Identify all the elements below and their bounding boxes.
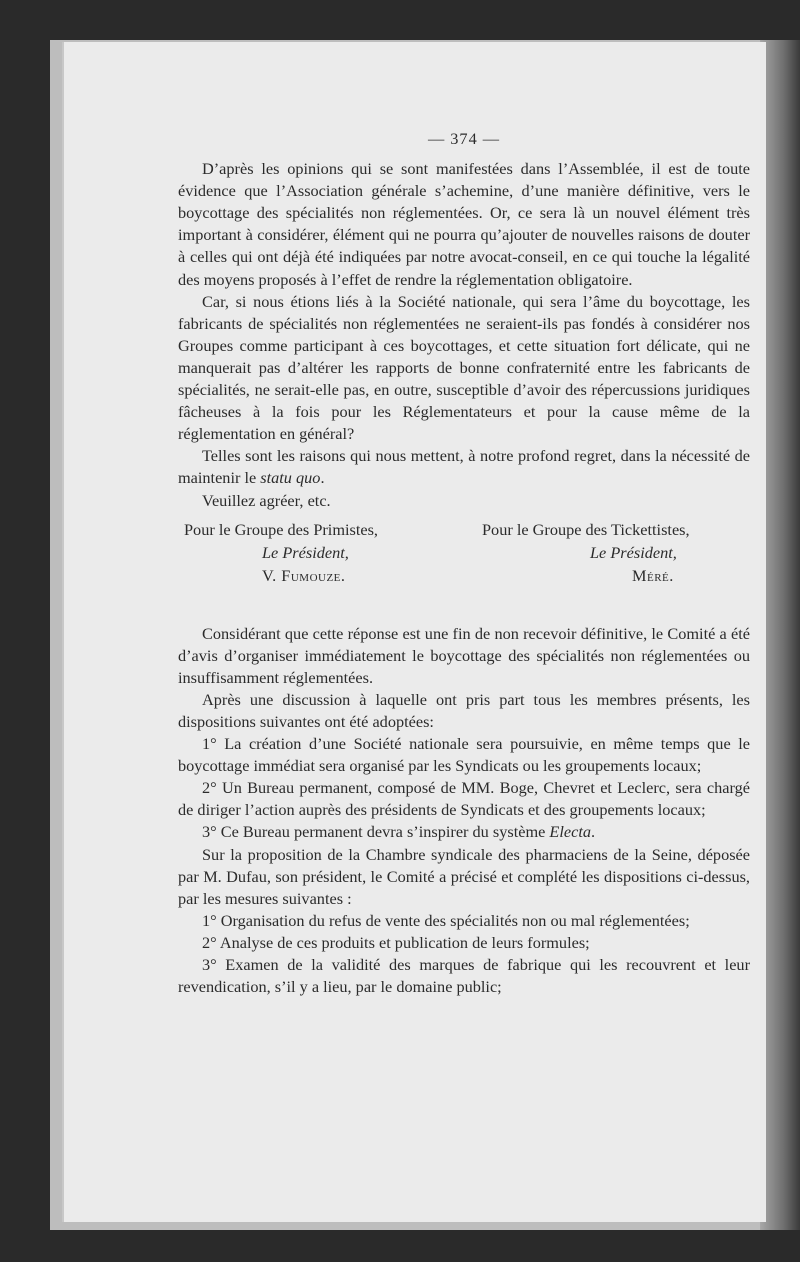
signature-role	[482, 541, 750, 564]
text: .	[320, 468, 325, 488]
text: .	[591, 822, 596, 842]
paragraph: Après une discussion à laquelle ont pris part tous les membres présents, les dispositions suivantes ont été adoptées:	[178, 689, 750, 731]
signature-name: V. Fumouze.	[262, 565, 346, 585]
spacer	[178, 587, 750, 623]
signature-role	[184, 541, 452, 564]
text: Telles sont les raisons qui nous mettent, à notre profond regret, dans la nécessité de maintenir le	[178, 446, 750, 488]
signature-right	[452, 518, 750, 587]
italic-text: Electa	[549, 822, 592, 842]
list-item: 2° Analyse de ces produits et publication de leurs formules;	[202, 932, 590, 952]
list-item: 2° Un Bureau permanent, composé de MM. Boge, Chevret et Leclerc, sera chargé de diriger l’action auprès des présidents de Syndicats et des groupements locaux;	[178, 778, 750, 820]
paragraph: Considérant que cette réponse est une fin de non recevoir définitive, le Comité a été d’avis d’organiser immédiatement le boycottage des spécialités non réglementées ou insuffisamment réglementées.	[178, 623, 750, 687]
list-item: 1° La création d’une Société nationale sera poursuivie, en même temps que le boycottage immédiat sera organisé par les Syndicats ou les groupements locaux;	[178, 734, 750, 776]
paragraph: Car, si nous étions liés à la Société nationale, qui sera l’âme du boycottage, les fabricants de spécialités non réglementées ne seraient-ils pas fondés à considérer nos Groupes comme participant à ces boycottages, et cette situation fort délicate, qui ne manquerait pas d’altérer les rapports de bonne confraternité entre les fabricants de spécialités, ne serait-elle pas, en outre, susceptible d’avoir des répercussions juridiques fâcheuses à la fois pour les Réglementateurs et pour la cause même de la réglementation en général?	[178, 291, 750, 444]
closing-line: Veuillez agréer, etc.	[202, 490, 331, 510]
book-spine-shadow	[760, 40, 800, 1230]
list-item: 3° Examen de la validité des marques de fabrique qui les recouvrent et leur revendication, s’il y a lieu, par le domaine public;	[178, 955, 750, 997]
signature-block	[178, 518, 750, 587]
signature-role-text: Le Président,	[590, 542, 677, 562]
paragraph-statu-quo	[178, 445, 750, 489]
signature-name: Méré.	[632, 565, 674, 585]
signature-group: Pour le Groupe des Primistes,	[184, 519, 378, 539]
signature-role-text: Le Président,	[262, 542, 349, 562]
text: 3° Ce Bureau permanent devra s’inspirer du système	[202, 822, 550, 842]
paragraph: D’après les opinions qui se sont manifestées dans l’Assemblée, il est de toute évidence que l’Association générale s’achemine, d’une manière définitive, vers le boycottage des spécialités non réglementées. Or, ce sera là un nouvel élément très important à considérer, élément qui ne pourra qu’ajouter de nouvelles raisons de douter à celles qui ont déjà été indiquées par notre avocat-conseil, en ce qui touche la légalité des moyens proposés à l’effet de rendre la réglementation obligatoire.	[178, 159, 750, 289]
list-item-electa	[178, 821, 750, 843]
italic-text: statu quo	[260, 468, 321, 488]
list-item: 1° Organisation du refus de vente des spécialités non ou mal réglementées;	[202, 910, 690, 930]
signature-left	[178, 518, 452, 587]
signature-group: Pour le Groupe des Tickettistes,	[482, 519, 690, 539]
page-number: — 374 —	[427, 129, 501, 148]
page-text	[178, 128, 750, 998]
paragraph: Sur la proposition de la Chambre syndicale des pharmaciens de la Seine, déposée par M. Dufau, son président, le Comité a précisé et complété les dispositions ci-dessus, par les mesures suivantes :	[178, 844, 750, 908]
